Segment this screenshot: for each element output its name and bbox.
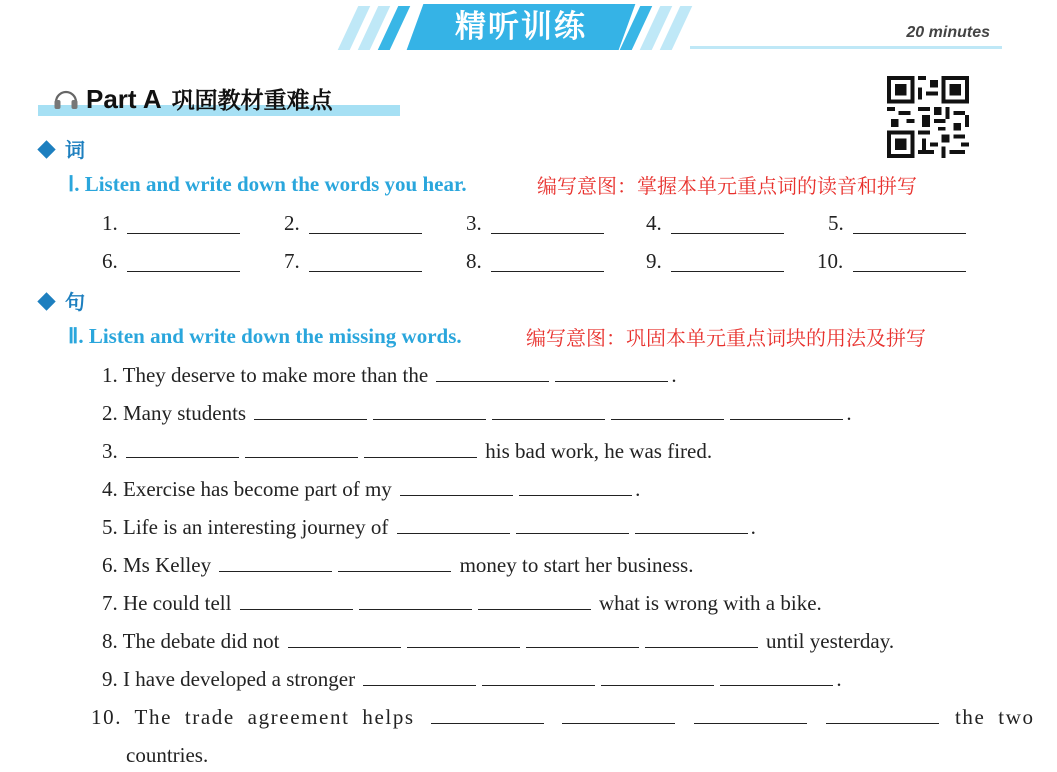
answer-blank[interactable] [407, 629, 520, 648]
sentence-text: his bad work, he was fired. [485, 439, 713, 463]
answer-blank[interactable] [254, 401, 367, 420]
part-label: Part A [86, 84, 162, 114]
sentence-3 [102, 439, 712, 464]
answer-blank[interactable] [240, 591, 353, 610]
task1-instruction: Ⅰ. Listen and write down the words you hear. [68, 172, 467, 196]
answer-blank[interactable] [288, 629, 401, 648]
answer-blank[interactable] [245, 439, 358, 458]
answer-blank[interactable] [397, 515, 510, 534]
sentence-8 [102, 629, 894, 654]
header-rule [690, 46, 1002, 49]
answer-blank[interactable] [611, 401, 724, 420]
task2-intent: 编写意图：巩固本单元重点词块的用法及拼写 [526, 326, 926, 350]
sentence-number: 5. [102, 515, 118, 539]
sentence-10 [91, 705, 1035, 730]
answer-blank[interactable] [519, 477, 632, 496]
word-number: 4. [646, 211, 662, 235]
sentence-text: The debate did not [122, 629, 280, 653]
answer-blank[interactable] [826, 705, 939, 724]
word-blank[interactable] [671, 271, 784, 272]
answer-blank[interactable] [526, 629, 639, 648]
sentence-number: 3. [102, 439, 118, 463]
answer-blank[interactable] [363, 667, 476, 686]
word-number: 5. [828, 211, 844, 235]
sentence-2 [102, 401, 852, 426]
sentence-text: until yesterday. [766, 629, 895, 653]
sentence-4 [102, 477, 640, 502]
answer-blank[interactable] [359, 591, 472, 610]
sentence-text: . [836, 667, 842, 691]
header-title: 精听训练 [455, 9, 587, 45]
section-word-heading [40, 134, 85, 163]
word-blank[interactable] [853, 233, 966, 234]
sentence-number: 8. [102, 629, 118, 653]
sentence-text: what is wrong with a bike. [598, 591, 822, 615]
answer-blank[interactable] [436, 363, 549, 382]
answer-blank[interactable] [338, 553, 451, 572]
word-blank[interactable] [491, 271, 604, 272]
answer-blank[interactable] [492, 401, 605, 420]
answer-blank[interactable] [730, 401, 843, 420]
answer-blank[interactable] [126, 439, 239, 458]
answer-blank[interactable] [373, 401, 486, 420]
answer-blank[interactable] [601, 667, 714, 686]
word-blank[interactable] [127, 271, 240, 272]
sentence-6 [102, 553, 693, 578]
sentence-number: 2. [102, 401, 118, 425]
word-number: 10. [817, 249, 844, 273]
part-title [86, 82, 333, 115]
sentence-text: Many students [123, 401, 247, 425]
sentence-text: I have developed a stronger [123, 667, 356, 691]
sentence-text: . [671, 363, 677, 387]
answer-blank[interactable] [478, 591, 591, 610]
answer-blank[interactable] [720, 667, 833, 686]
word-number: 2. [284, 211, 300, 235]
sentence-number: 7. [102, 591, 118, 615]
word-blank[interactable] [127, 233, 240, 234]
answer-blank[interactable] [694, 705, 807, 724]
time-label: 20 minutes [906, 24, 990, 41]
diamond-bullet-icon [37, 140, 55, 158]
word-blank[interactable] [309, 233, 422, 234]
sentence-5 [102, 515, 756, 540]
part-title-zh: 巩固教材重难点 [171, 88, 333, 114]
sentence-text: Ms Kelley [123, 553, 212, 577]
answer-blank[interactable] [635, 515, 748, 534]
answer-blank[interactable] [364, 439, 477, 458]
word-blank[interactable] [853, 271, 966, 272]
answer-blank[interactable] [555, 363, 668, 382]
sentence-number: 10. [91, 705, 123, 729]
word-number: 1. [102, 211, 118, 235]
task1-intent: 编写意图：掌握本单元重点词的读音和拼写 [537, 174, 917, 198]
section-sentence-heading [40, 286, 85, 315]
answer-blank[interactable] [516, 515, 629, 534]
sentence-text: The trade agreement helps [134, 705, 415, 729]
sentence-10-continued: countries. [126, 743, 209, 767]
answer-blank[interactable] [431, 705, 544, 724]
task2-instruction: Ⅱ. Listen and write down the missing words. [68, 324, 462, 348]
word-blank[interactable] [491, 233, 604, 234]
section-sentence-label: 句 [65, 290, 85, 314]
headphones-icon [52, 84, 80, 112]
word-number: 3. [466, 211, 482, 235]
sentence-text: He could tell [123, 591, 232, 615]
sentence-text: the two [954, 705, 1035, 729]
answer-blank[interactable] [482, 667, 595, 686]
sentence-7 [102, 591, 822, 616]
sentence-text: money to start her business. [459, 553, 694, 577]
sentence-9 [102, 667, 842, 692]
word-number: 8. [466, 249, 482, 273]
sentence-text: Life is an interesting journey of [123, 515, 389, 539]
sentence-text: They deserve to make more than the [122, 363, 429, 387]
qr-code-icon[interactable] [886, 76, 970, 158]
sentence-number: 9. [102, 667, 118, 691]
word-number: 7. [284, 249, 300, 273]
answer-blank[interactable] [219, 553, 332, 572]
sentence-text: . [846, 401, 852, 425]
diamond-bullet-icon [37, 292, 55, 310]
answer-blank[interactable] [400, 477, 513, 496]
sentence-1 [102, 363, 677, 388]
sentence-number: 4. [102, 477, 118, 501]
sentence-text: . [750, 515, 756, 539]
section-word-label: 词 [65, 138, 85, 162]
sentence-text: . [635, 477, 641, 501]
answer-blank[interactable] [562, 705, 675, 724]
sentence-text: Exercise has become part of my [123, 477, 392, 501]
sentence-number: 1. [102, 363, 118, 387]
sentence-number: 6. [102, 553, 118, 577]
answer-blank[interactable] [645, 629, 758, 648]
word-number: 6. [102, 249, 118, 273]
word-blank[interactable] [671, 233, 784, 234]
word-blank[interactable] [309, 271, 422, 272]
word-number: 9. [646, 249, 662, 273]
